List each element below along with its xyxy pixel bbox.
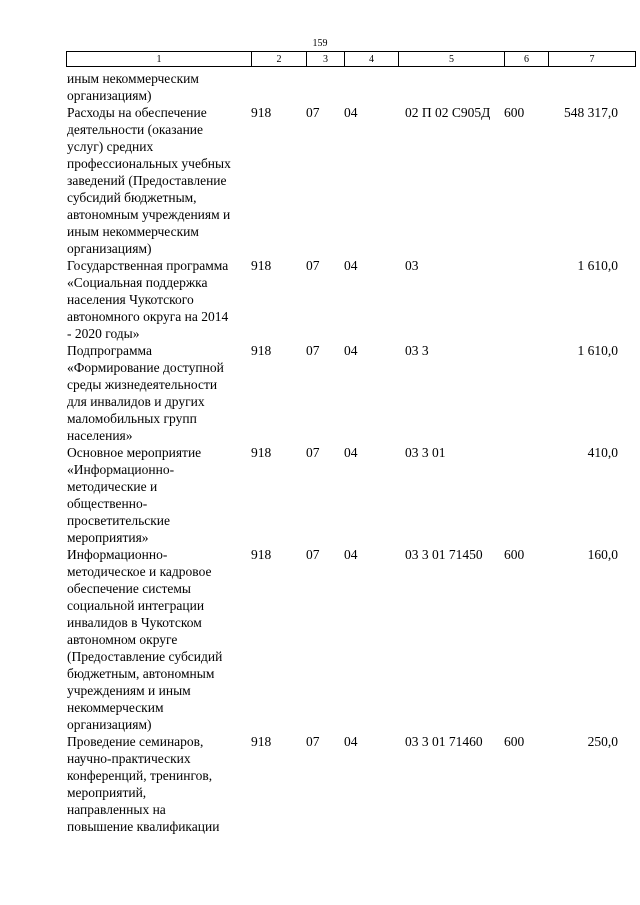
row-name-line: населения» — [67, 428, 133, 443]
row-name-line: просветительские — [67, 513, 171, 528]
table-header — [66, 51, 636, 67]
row-name-line: профессиональных учебных — [67, 156, 231, 171]
row-name-line: Проведение семинаров, — [67, 734, 204, 749]
row-name-line: «Социальная поддержка — [67, 275, 208, 290]
row-name-line: мероприятий, — [67, 785, 147, 800]
row-name-line: - 2020 годы» — [67, 326, 140, 341]
row-subsection: 04 — [344, 343, 358, 358]
row-ved: 918 — [251, 547, 272, 562]
row-name-line: иным некоммерческим — [67, 224, 199, 239]
row-name-line: Расходы на обеспечение — [67, 105, 207, 120]
row-name-line: услуг) средних — [67, 139, 154, 154]
row-name — [67, 546, 251, 733]
row-name-line: учреждениям и иным — [67, 683, 191, 698]
row-name-line: инвалидов в Чукотском — [67, 615, 202, 630]
table-row — [67, 733, 618, 835]
row-section: 07 — [306, 734, 320, 749]
row-ved: 918 — [251, 445, 272, 460]
header-col-2: 2 — [252, 52, 307, 66]
row-name-line: Государственная программа — [67, 258, 229, 273]
row-subsection: 04 — [344, 547, 358, 562]
row-section: 07 — [306, 343, 320, 358]
row-name-line: методические и — [67, 479, 158, 494]
row-section: 07 — [306, 105, 320, 120]
row-section: 07 — [306, 258, 320, 273]
row-target-code: 03 3 01 71460 — [405, 734, 483, 749]
page-number: 159 — [312, 38, 328, 49]
row-name-line: бюджетным, автономным — [67, 666, 215, 681]
row-amount: 1 610,0 — [577, 258, 618, 273]
row-name-line: конференций, тренингов, — [67, 768, 213, 783]
row-name-line: деятельности (оказание — [67, 122, 204, 137]
row-section: 07 — [306, 445, 320, 460]
row-name-line: среды жизнедеятельности — [67, 377, 218, 392]
row-name-line: социальной интеграции — [67, 598, 205, 613]
row-target-code: 03 3 — [405, 343, 429, 358]
row-amount: 548 317,0 — [564, 105, 618, 120]
header-col-6: 6 — [505, 52, 549, 66]
row-amount: 250,0 — [587, 734, 618, 749]
row-name-line: организациям) — [67, 717, 152, 732]
row-section: 07 — [306, 547, 320, 562]
row-name-line: иным некоммерческим — [67, 71, 199, 86]
row-name-line: Основное мероприятие — [67, 445, 202, 460]
row-amount: 410,0 — [587, 445, 618, 460]
row-ved: 918 — [251, 734, 272, 749]
row-target-code: 03 3 01 71450 — [405, 547, 483, 562]
header-col-1: 1 — [67, 52, 252, 66]
row-name-line: автономного округа на 2014 — [67, 309, 229, 324]
table-row — [67, 546, 618, 733]
table-row — [67, 70, 618, 104]
row-target-code: 02 П 02 С905Д — [405, 105, 491, 120]
row-name — [67, 444, 251, 546]
row-name-line: «Формирование доступной — [67, 360, 224, 375]
row-name-line: мероприятия» — [67, 530, 149, 545]
table-row — [67, 257, 618, 342]
row-name-line: автономным учреждениям и — [67, 207, 231, 222]
row-expense-type: 600 — [504, 105, 525, 120]
row-name-line: населения Чукотского — [67, 292, 194, 307]
row-name-line: маломобильных групп — [67, 411, 197, 426]
header-col-3: 3 — [307, 52, 345, 66]
row-target-code: 03 — [405, 258, 419, 273]
row-subsection: 04 — [344, 734, 358, 749]
row-name — [67, 104, 251, 257]
row-name-line: для инвалидов и других — [67, 394, 205, 409]
row-ved: 918 — [251, 258, 272, 273]
row-amount: 1 610,0 — [577, 343, 618, 358]
row-name — [67, 342, 251, 444]
row-name-line: методическое и кадровое — [67, 564, 212, 579]
table-row — [67, 444, 618, 546]
row-name-line: субсидий бюджетным, — [67, 190, 197, 205]
row-name-line: заведений (Предоставление — [67, 173, 227, 188]
row-target-code: 03 3 01 — [405, 445, 446, 460]
header-col-5: 5 — [399, 52, 505, 66]
table-row — [67, 104, 618, 257]
row-expense-type: 600 — [504, 734, 525, 749]
budget-table-body — [67, 70, 618, 835]
row-name-line: автономном округе — [67, 632, 178, 647]
row-name-line: общественно- — [67, 496, 148, 511]
row-name-line: некоммерческим — [67, 700, 164, 715]
row-name-line: (Предоставление субсидий — [67, 649, 223, 664]
row-name — [67, 733, 251, 835]
row-subsection: 04 — [344, 258, 358, 273]
row-subsection: 04 — [344, 445, 358, 460]
row-expense-type: 600 — [504, 547, 525, 562]
row-name — [67, 70, 251, 104]
row-name-line: «Информационно- — [67, 462, 175, 477]
row-name-line: организациям) — [67, 241, 152, 256]
header-col-7: 7 — [589, 53, 595, 65]
row-ved: 918 — [251, 343, 272, 358]
row-ved: 918 — [251, 105, 272, 120]
row-name-line: направленных на — [67, 802, 166, 817]
row-name-line: обеспечение системы — [67, 581, 191, 596]
row-amount: 160,0 — [587, 547, 618, 562]
row-name-line: организациям) — [67, 88, 152, 103]
row-name-line: повышение квалификации — [67, 819, 220, 834]
header-col-4: 4 — [345, 52, 399, 66]
row-subsection: 04 — [344, 105, 358, 120]
row-name — [67, 257, 251, 342]
row-name-line: Информационно- — [67, 547, 168, 562]
row-name-line: Подпрограмма — [67, 343, 152, 358]
row-name-line: научно-практических — [67, 751, 191, 766]
table-row — [67, 342, 618, 444]
